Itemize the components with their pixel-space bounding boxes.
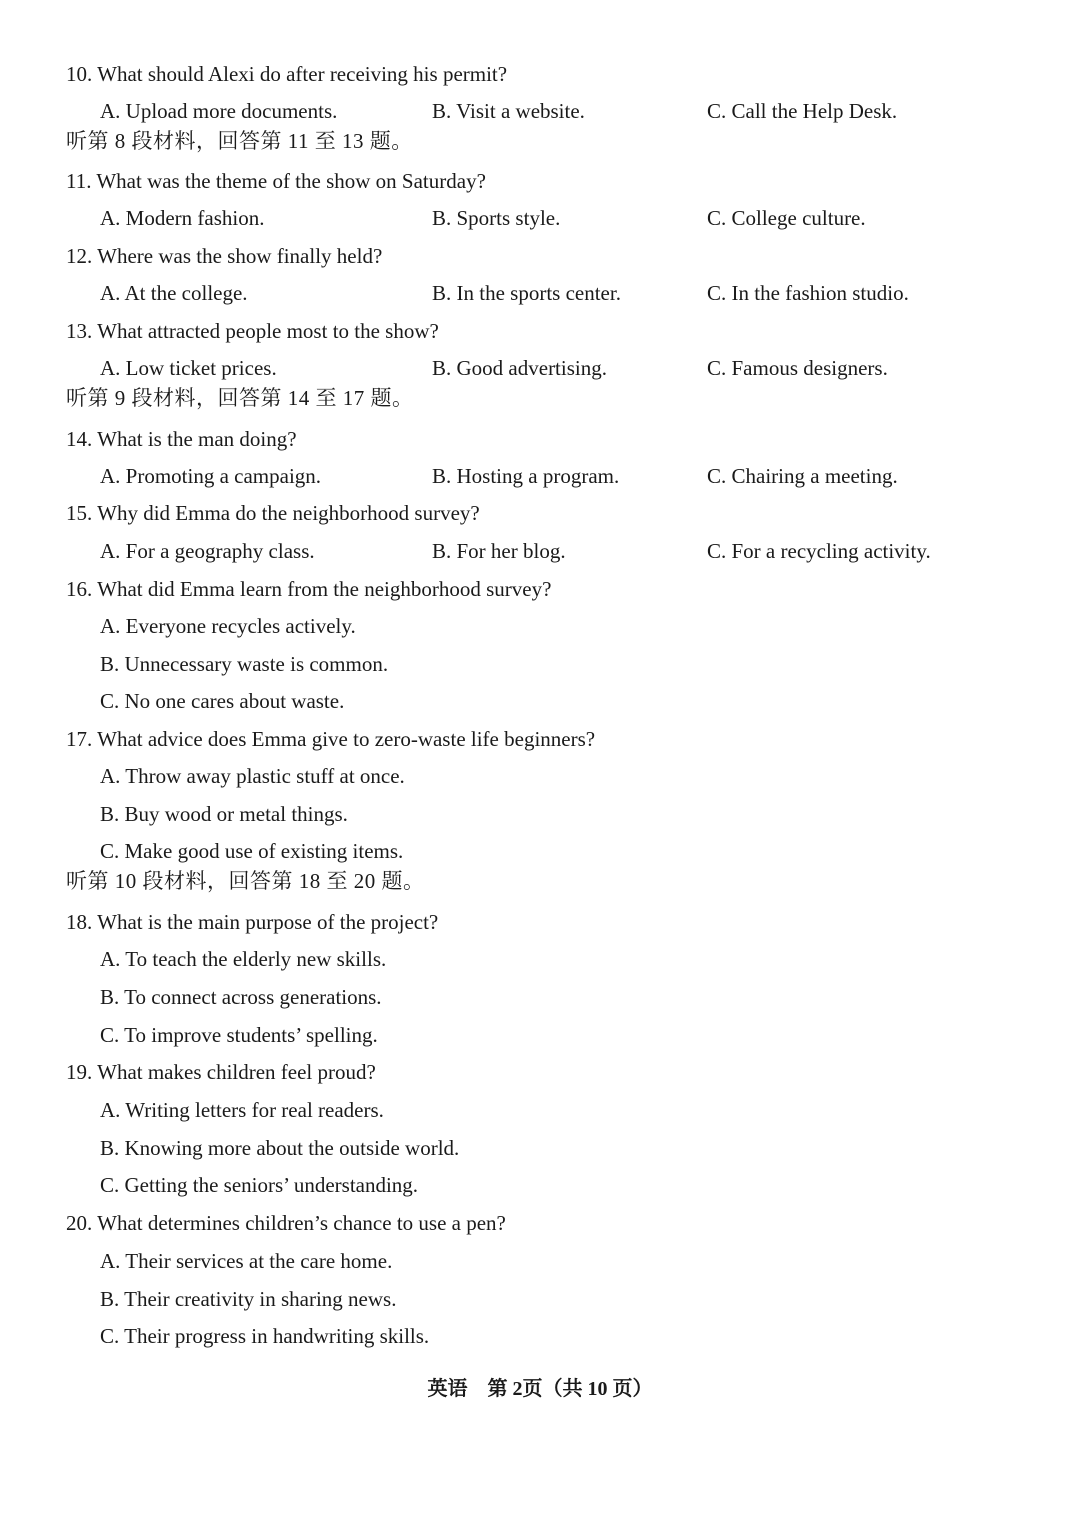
q18-option-b: B. To connect across generations. xyxy=(100,985,382,1009)
q12-option-a: A. At the college. xyxy=(100,281,248,305)
question-15: 15. Why did Emma do the neighborhood survey? xyxy=(66,501,480,525)
q18-option-c: C. To improve students’ spelling. xyxy=(100,1023,378,1047)
q11-option-c: C. College culture. xyxy=(707,206,866,230)
q20-option-c: C. Their progress in handwriting skills. xyxy=(100,1324,430,1348)
q17-option-a: A. Throw away plastic stuff at once. xyxy=(100,764,405,788)
page-footer: 英语 第 2页（共 10 页） xyxy=(427,1378,653,1400)
question-10: 10. What should Alexi do after receiving his permit? xyxy=(66,62,508,86)
q19-option-c: C. Getting the seniors’ understanding. xyxy=(100,1173,419,1197)
question-14: 14. What is the man doing? xyxy=(66,427,297,451)
q13-option-c: C. Famous designers. xyxy=(707,356,888,380)
q16-option-c: C. No one cares about waste. xyxy=(100,689,345,713)
q20-option-a: A. Their services at the care home. xyxy=(100,1249,393,1273)
question-11: 11. What was the theme of the show on Saturday? xyxy=(66,169,486,193)
question-17: 17. What advice does Emma give to zero-waste life beginners? xyxy=(66,727,596,751)
q15-option-c: C. For a recycling activity. xyxy=(707,539,931,563)
q15-option-b: B. For her blog. xyxy=(432,539,566,563)
section-10-instruction: 听第 10 段材料，回答第 18 至 20 题。 xyxy=(66,869,425,893)
question-13: 13. What attracted people most to the show? xyxy=(66,319,439,343)
q15-option-a: A. For a geography class. xyxy=(100,539,315,563)
section-8-instruction: 听第 8 段材料，回答第 11 至 13 题。 xyxy=(66,129,413,153)
q17-option-c: C. Make good use of existing items. xyxy=(100,839,404,863)
question-19: 19. What makes children feel proud? xyxy=(66,1060,376,1084)
q18-option-a: A. To teach the elderly new skills. xyxy=(100,947,387,971)
q10-option-a: A. Upload more documents. xyxy=(100,99,338,123)
q16-option-b: B. Unnecessary waste is common. xyxy=(100,652,389,676)
section-9-instruction: 听第 9 段材料，回答第 14 至 17 题。 xyxy=(66,386,414,410)
q14-option-b: B. Hosting a program. xyxy=(432,464,620,488)
q10-option-c: C. Call the Help Desk. xyxy=(707,99,898,123)
question-20: 20. What determines children’s chance to use a pen? xyxy=(66,1211,506,1235)
question-16: 16. What did Emma learn from the neighborhood survey? xyxy=(66,577,552,601)
q11-option-a: A. Modern fashion. xyxy=(100,206,265,230)
question-12: 12. Where was the show finally held? xyxy=(66,244,383,268)
q17-option-b: B. Buy wood or metal things. xyxy=(100,802,348,826)
q14-option-a: A. Promoting a campaign. xyxy=(100,464,322,488)
q16-option-a: A. Everyone recycles actively. xyxy=(100,614,356,638)
q14-option-c: C. Chairing a meeting. xyxy=(707,464,898,488)
q13-option-b: B. Good advertising. xyxy=(432,356,607,380)
q19-option-b: B. Knowing more about the outside world. xyxy=(100,1136,460,1160)
q13-option-a: A. Low ticket prices. xyxy=(100,356,277,380)
q11-option-b: B. Sports style. xyxy=(432,206,561,230)
question-18: 18. What is the main purpose of the project? xyxy=(66,910,439,934)
q12-option-c: C. In the fashion studio. xyxy=(707,281,909,305)
q10-option-b: B. Visit a website. xyxy=(432,99,585,123)
q20-option-b: B. Their creativity in sharing news. xyxy=(100,1287,397,1311)
q19-option-a: A. Writing letters for real readers. xyxy=(100,1098,384,1122)
q12-option-b: B. In the sports center. xyxy=(432,281,621,305)
